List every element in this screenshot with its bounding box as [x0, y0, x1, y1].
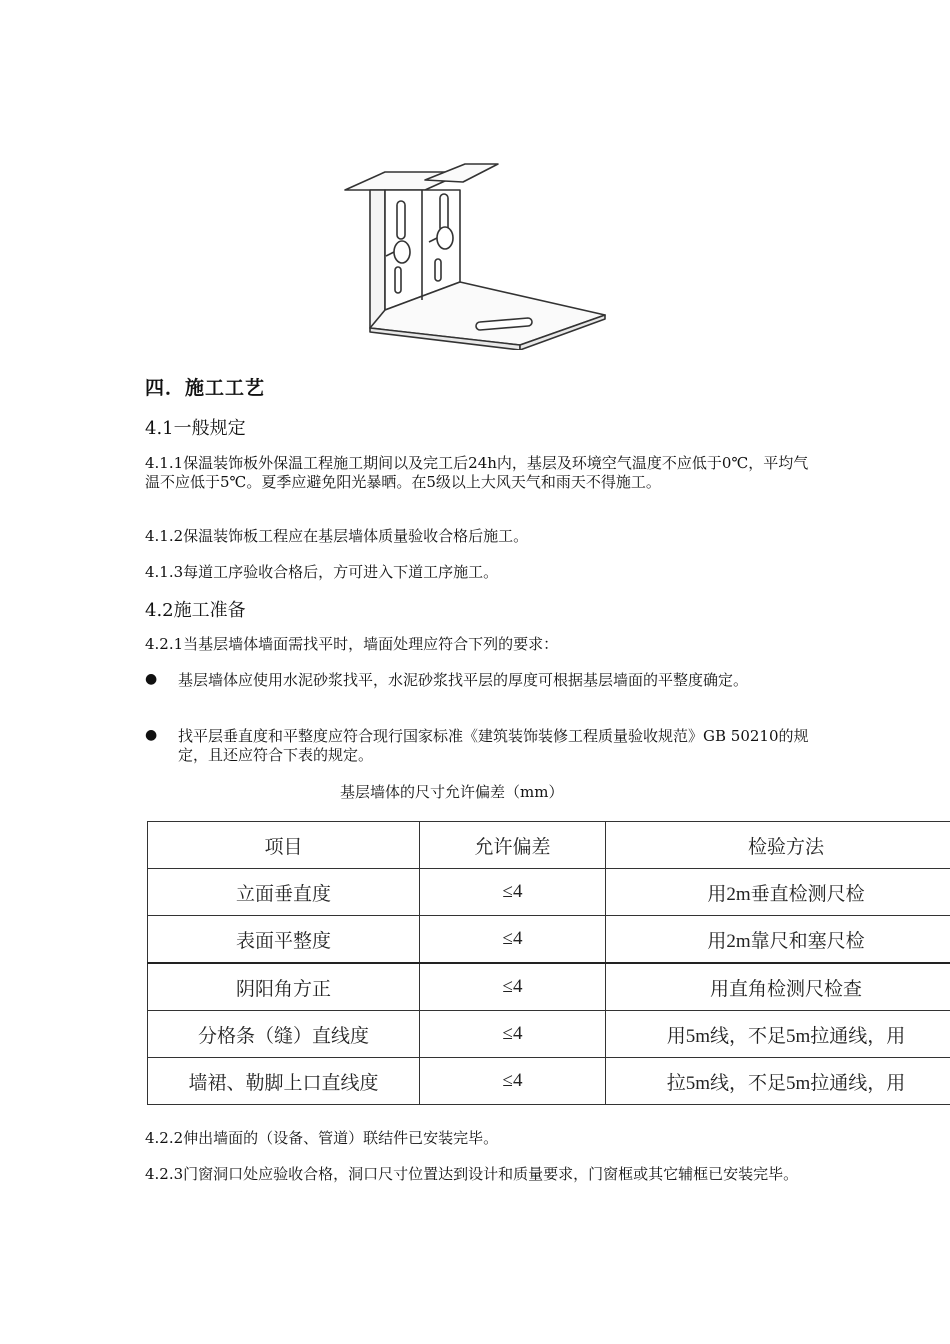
table-caption: 基层墙体的尺寸允许偏差（mm） — [340, 783, 564, 801]
table-cell: 表面平整度 — [148, 916, 420, 964]
subsection-heading-4-1: 4.1一般规定 — [145, 418, 246, 439]
table-row — [148, 916, 950, 964]
paragraph-4-1-3: 4.1.3每道工序验收合格后，方可进入下道工序施工。 — [145, 563, 499, 581]
table-cell: 拉5m线，不足5m拉通线，用 — [606, 1058, 950, 1105]
table-header-cell: 检验方法 — [606, 822, 950, 869]
table-header-row — [148, 822, 950, 869]
table-cell: 用2m靠尺和塞尺检 — [606, 916, 950, 964]
table-cell: 分格条（缝）直线度 — [148, 1011, 420, 1058]
table-cell: 墙裙、勒脚上口直线度 — [148, 1058, 420, 1105]
paragraph-4-2-1: 4.2.1当基层墙体墙面需找平时，墙面处理应符合下列的要求： — [145, 635, 559, 653]
table-cell: 用5m线，不足5m拉通线，用 — [606, 1011, 950, 1058]
table-header-cell: 允许偏差 — [420, 822, 606, 869]
tolerance-table — [147, 821, 950, 1105]
paragraph-4-1-2: 4.1.2保温装饰板工程应在基层墙体质量验收合格后施工。 — [145, 527, 529, 545]
table-cell: ≤4 — [420, 963, 606, 1011]
paragraph-4-1-1: 4.1.1保温装饰板外保温工程施工期间以及完工后24h内，基层及环境空气温度不应低于0℃，平均气温不应低于5℃。夏季应避免阳光暴晒。在5级以上大风天气和雨天不得施工。 — [145, 454, 809, 491]
table-row — [148, 869, 950, 916]
table-header-cell: 项目 — [148, 822, 420, 869]
table-cell: 用直角检测尺检查 — [606, 963, 950, 1011]
table-cell: 立面垂直度 — [148, 869, 420, 916]
paragraph-4-2-3: 4.2.3门窗洞口处应验收合格，洞口尺寸位置达到设计和质量要求，门窗框或其它辅框已安装完毕。 — [145, 1165, 799, 1183]
bullet-item: 基层墙体应使用水泥砂浆找平，水泥砂浆找平层的厚度可根据基层墙面的平整度确定。 — [178, 671, 749, 689]
bullet-marker: ● — [145, 671, 158, 687]
bullet-marker: ● — [145, 727, 158, 743]
subsection-heading-4-2: 4.2施工准备 — [145, 600, 246, 621]
table-cell: 用2m垂直检测尺检 — [606, 869, 950, 916]
table-cell: 阴阳角方正 — [148, 963, 420, 1011]
bracket-illustration — [340, 160, 610, 350]
table-cell: ≤4 — [420, 916, 606, 964]
bullet-item: 找平层垂直度和平整度应符合现行国家标准《建筑装饰装修工程质量验收规范》GB 50210的规定，且还应符合下表的规定。 — [178, 727, 809, 764]
table-cell: ≤4 — [420, 869, 606, 916]
table-cell: ≤4 — [420, 1011, 606, 1058]
table-row — [148, 1011, 950, 1058]
table-cell: ≤4 — [420, 1058, 606, 1105]
table-row — [148, 1058, 950, 1105]
paragraph-4-2-2: 4.2.2伸出墙面的（设备、管道）联结件已安装完毕。 — [145, 1129, 499, 1147]
section-heading: 四．施工工艺 — [145, 377, 266, 399]
table-row — [148, 963, 950, 1011]
